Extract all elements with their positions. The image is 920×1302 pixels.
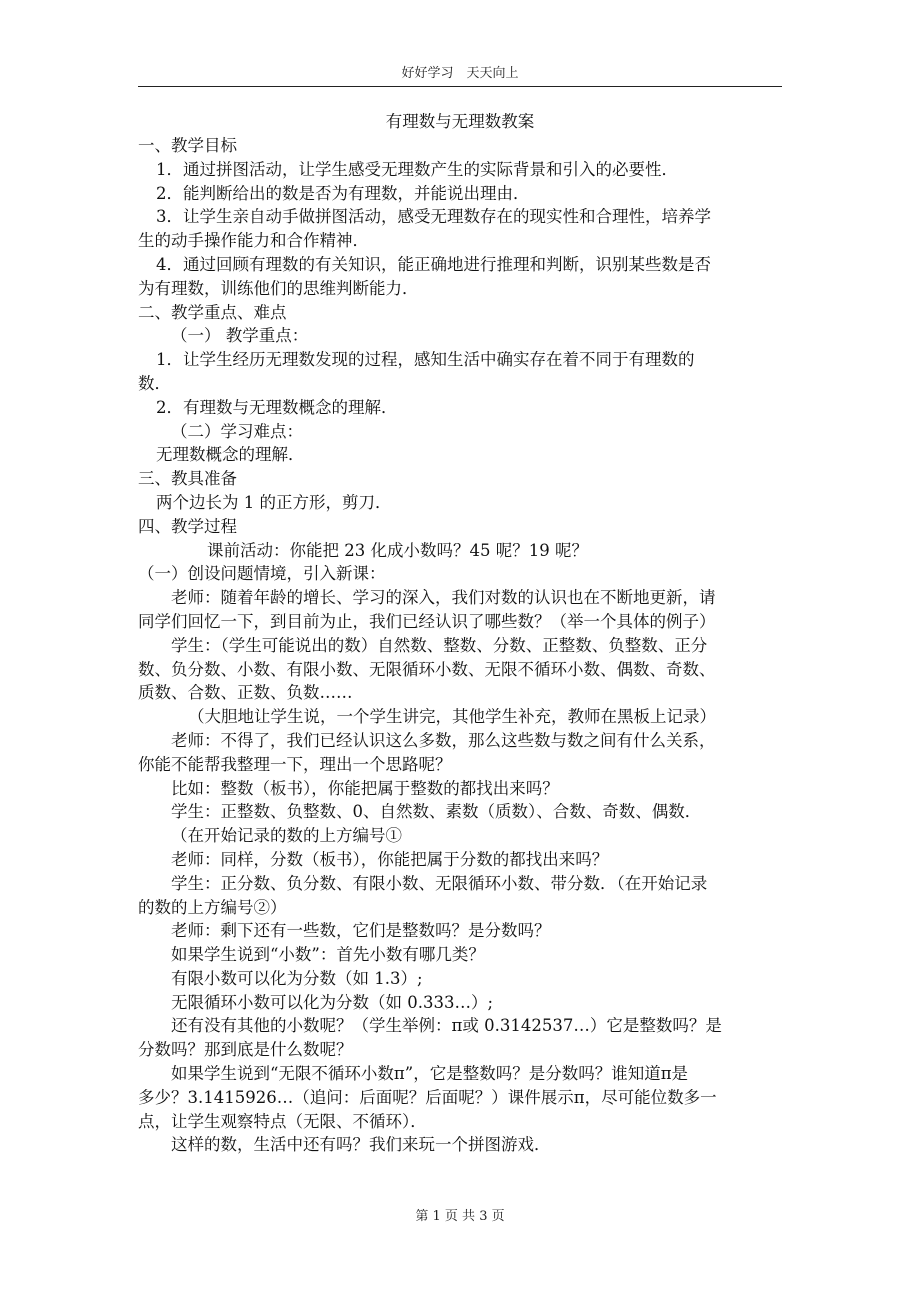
text-line: 无限循环小数可以化为分数（如 0.333…）; [171,992,494,1012]
text-line: （一） 教学重点： [171,326,309,346]
text-line: （二）学习难点： [171,421,303,441]
text-line: （在开始记录的数的上方编号① [171,826,402,846]
text-line: 生的动手操作能力和合作精神． [138,231,369,251]
text-line: 课前活动：你能把 23 化成小数吗？45 呢？19 呢？ [207,540,588,560]
text-line: 1．通过拼图活动，让学生感受无理数产生的实际背景和引入的必要性． [156,159,678,179]
text-line: 老师：同样，分数（板书），你能把属于分数的都找出来吗？ [171,849,609,869]
text-line: 点，让学生观察特点（无限、不循环）． [138,1111,427,1131]
text-line: 同学们回忆一下，到目前为止，我们已经认识了哪些数？（举一个具体的例子） [138,611,716,631]
text-line: 你能不能帮我整理一下，理出一个思路呢？ [138,754,452,774]
text-line: 学生：正整数、负整数、0、自然数、素数（质数）、合数、奇数、偶数． [171,802,702,822]
text-line: 无理数概念的理解． [156,445,305,465]
text-line: 如果学生说到“无限不循环小数π”，它是整数吗？是分数吗？谁知道π是 [171,1064,689,1084]
text-line: 多少？3.1415926…（追问：后面呢？后面呢？）课件展示π，尽可能位数多一 [138,1087,717,1107]
document-title: 有理数与无理数教案 [385,112,535,131]
text-line: 数、负分数、小数、有限小数、无限循环小数、无限不循环小数、偶数、奇数、 [138,659,716,679]
text-line: 1．让学生经历无理数发现的过程，感知生活中确实存在着不同于有理数的 [156,350,695,370]
text-line: 数． [138,373,171,393]
text-line: 3．让学生亲自动手做拼图活动，感受无理数存在的现实性和合理性，培养学 [156,207,711,227]
text-line: 为有理数，训练他们的思维判断能力． [138,278,419,298]
text-line: 学生：正分数、负分数、有限小数、无限循环小数、带分数．（在开始记录 [171,873,708,893]
text-line: 老师：随着年龄的增长、学习的深入，我们对数的认识也在不断地更新，请 [171,588,716,608]
text-line: 老师：不得了，我们已经认识这么多数，那么这些数与数之间有什么关系， [171,730,716,750]
text-line: 一、教学目标 [138,136,237,155]
text-line: 老师：剩下还有一些数，它们是整数吗？是分数吗？ [171,921,551,941]
page-footer: 第 1 页 共 3 页 [415,1209,505,1224]
text-line: 有限小数可以化为分数（如 1.3）; [171,968,423,988]
text-line: （大胆地让学生说，一个学生讲完，其他学生补充，教师在黑板上记录） [188,707,716,727]
page-header: 好好学习 天天向上 [401,66,519,81]
text-line: 四、教学过程 [138,516,237,536]
text-line: 这样的数，生活中还有吗？我们来玩一个拼图游戏． [171,1135,551,1155]
text-line: 2．能判断给出的数是否为有理数，并能说出理由． [156,183,530,203]
text-line: 比如：整数（板书），你能把属于整数的都找出来吗？ [171,778,559,798]
text-line: 三、教具准备 [138,469,237,489]
text-line: （一）创设问题情境，引入新课： [138,564,386,584]
document-body [138,134,782,1157]
text-line: 如果学生说到“小数”：首先小数有哪几类？ [171,945,485,965]
text-line: 分数吗？那到底是什么数呢？ [138,1040,353,1060]
text-line: 2．有理数与无理数概念的理解． [156,397,398,417]
text-line: 4．通过回顾有理数的有关知识，能正确地进行推理和判断，识别某些数是否 [156,254,711,274]
text-line: 二、教学重点、难点 [138,302,287,322]
text-line: 还有没有其他的小数呢？（学生举例：π或 0.3142537…）它是整数吗？是 [171,1016,722,1036]
header-rule [138,86,782,87]
text-line: 学生：（学生可能说出的数）自然数、整数、分数、正整数、负整数、正分 [171,635,708,655]
text-line: 的数的上方编号②） [138,897,287,917]
text-line: 两个边长为 1 的正方形，剪刀． [156,492,392,512]
text-line: 质数、合数、正数、负数…… [138,683,353,703]
